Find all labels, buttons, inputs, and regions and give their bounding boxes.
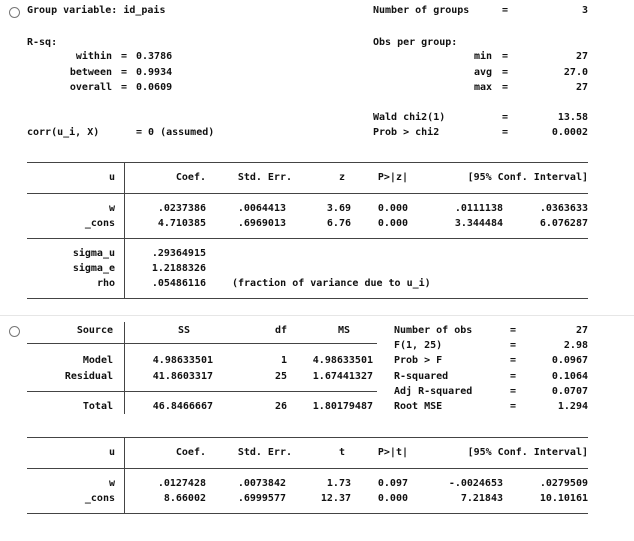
rsq-between-label: between — [69, 67, 112, 78]
obs-per-group-label: Obs per group: — [373, 37, 458, 48]
wald-eq: = — [502, 112, 509, 123]
stat-probf-eq: = — [510, 355, 517, 366]
rho-value: .05486116 — [151, 278, 206, 289]
table1-body-rule — [27, 238, 588, 239]
anova-model-ms: 4.98633501 — [312, 355, 373, 366]
obs-max-label: max — [473, 82, 492, 93]
table1-bottom-rule — [27, 298, 588, 299]
table1-header-coef: Coef. — [175, 172, 206, 183]
table1-header-ci: [95% Conf. Interval] — [467, 172, 588, 183]
rho-label: rho — [96, 278, 115, 289]
wald-value: 13.58 — [557, 112, 588, 123]
anova-total-source: Total — [82, 401, 113, 412]
table2-header-stat: t — [338, 447, 345, 458]
obs-avg-eq: = — [502, 67, 509, 78]
table2-row-cons-p: 0.000 — [377, 493, 408, 504]
rsq-within-label: within — [75, 51, 112, 62]
anova-residual-ss: 41.8603317 — [152, 371, 213, 382]
stat-adjrsq-label: Adj R-squared — [394, 386, 473, 397]
sigma-e-value: 1.2188326 — [151, 263, 206, 274]
sigma-e-label: sigma_e — [72, 263, 115, 274]
stat-adjrsq-value: 0.0707 — [551, 386, 588, 397]
anova-residual-ms: 1.67441327 — [312, 371, 373, 382]
table1-header-var: u — [108, 172, 115, 183]
stat-probf-label: Prob > F — [394, 355, 443, 366]
anova-residual-df: 25 — [274, 371, 287, 382]
anova-residual-source: Residual — [64, 371, 113, 382]
table1-row-w-lo: .0111138 — [454, 203, 503, 214]
anova-total-ms: 1.80179487 — [312, 401, 373, 412]
table1-row-w-coef: .0237386 — [157, 203, 206, 214]
stat-rmse-label: Root MSE — [394, 401, 443, 412]
ngroups-value: 3 — [581, 5, 588, 16]
corr-value: = 0 (assumed) — [136, 127, 215, 138]
table1-row-w-se: .0064413 — [237, 203, 286, 214]
table1-top-rule — [27, 162, 588, 163]
rsq-overall-label: overall — [69, 82, 112, 93]
table1-header-se: Std. Err. — [237, 172, 292, 183]
table1-row-cons-var: _cons — [84, 218, 115, 229]
anova-total-rule — [27, 391, 377, 392]
table1-header-rule — [27, 193, 588, 194]
table2-row-w-hi: .0279509 — [539, 478, 588, 489]
anova-model-ss: 4.98633501 — [152, 355, 213, 366]
anova-header-ss: SS — [177, 325, 190, 336]
stat-rsq-label: R-squared — [394, 371, 449, 382]
table2-top-rule — [27, 437, 588, 438]
rsq-between-eq: = — [121, 67, 128, 78]
table1-row-w-p: 0.000 — [377, 203, 408, 214]
output1-radio[interactable] — [9, 7, 20, 18]
rsq-overall-value: 0.0609 — [136, 82, 173, 93]
table2-row-cons-hi: 10.10161 — [539, 493, 588, 504]
anova-header-rule — [27, 343, 377, 344]
stat-rsq-eq: = — [510, 371, 517, 382]
rsq-within-eq: = — [121, 51, 128, 62]
table1-header-stat: z — [338, 172, 345, 183]
stat-rmse-eq: = — [510, 401, 517, 412]
anova-header-ms: MS — [337, 325, 350, 336]
table2-row-w-var: w — [108, 478, 115, 489]
sigma-u-label: sigma_u — [72, 248, 115, 259]
stat-adjrsq-eq: = — [510, 386, 517, 397]
output-separator — [0, 315, 634, 316]
table2-row-w-stat: 1.73 — [326, 478, 351, 489]
prob-chi2-eq: = — [502, 127, 509, 138]
table2-row-cons-var: _cons — [84, 493, 115, 504]
table1-row-w-var: w — [108, 203, 115, 214]
sigma-u-value: .29364915 — [151, 248, 206, 259]
table2-header-ci: [95% Conf. Interval] — [467, 447, 588, 458]
rsq-within-value: 0.3786 — [136, 51, 173, 62]
ngroups-eq: = — [502, 5, 509, 16]
table1-row-cons-coef: 4.710385 — [157, 218, 206, 229]
anova-total-df: 26 — [274, 401, 287, 412]
table2-row-w-se: .0073842 — [237, 478, 286, 489]
table1-row-w-stat: 3.69 — [326, 203, 351, 214]
ngroups-label: Number of groups — [373, 5, 470, 16]
table1-row-w-hi: .0363633 — [539, 203, 588, 214]
obs-avg-value: 27.0 — [563, 67, 588, 78]
table1-row-cons-lo: 3.344484 — [454, 218, 503, 229]
stat-nobs-eq: = — [510, 325, 517, 336]
output2-radio[interactable] — [9, 326, 20, 337]
obs-min-eq: = — [502, 51, 509, 62]
stat-rsq-value: 0.1064 — [551, 371, 588, 382]
obs-max-eq: = — [502, 82, 509, 93]
table2-divider — [124, 437, 125, 513]
table1-divider — [124, 162, 125, 298]
group-variable-label: Group variable: id_pais — [27, 5, 166, 16]
table2-header-coef: Coef. — [175, 447, 206, 458]
table2-row-cons-stat: 12.37 — [320, 493, 351, 504]
anova-model-df: 1 — [280, 355, 287, 366]
table1-row-cons-hi: 6.076287 — [539, 218, 588, 229]
prob-chi2-value: 0.0002 — [551, 127, 588, 138]
table2-row-cons-se: .6999577 — [237, 493, 286, 504]
prob-chi2-label: Prob > chi2 — [373, 127, 440, 138]
obs-min-label: min — [473, 51, 492, 62]
table2-header-se: Std. Err. — [237, 447, 292, 458]
rho-note: (fraction of variance due to u_i) — [232, 278, 431, 289]
obs-avg-label: avg — [473, 67, 492, 78]
anova-header-df: df — [274, 325, 287, 336]
stat-nobs-value: 27 — [575, 325, 588, 336]
table2-header-p: P>|t| — [377, 447, 408, 458]
anova-model-source: Model — [82, 355, 113, 366]
anova-divider — [124, 322, 125, 414]
corr-label: corr(u_i, X) — [27, 127, 100, 138]
stat-f-value: 2.98 — [563, 340, 588, 351]
stat-f-label: F(1, 25) — [394, 340, 443, 351]
wald-label: Wald chi2(1) — [373, 112, 446, 123]
stat-probf-value: 0.0967 — [551, 355, 588, 366]
stat-nobs-label: Number of obs — [394, 325, 473, 336]
rsq-overall-eq: = — [121, 82, 128, 93]
table1-header-p: P>|z| — [377, 172, 408, 183]
rsq-between-value: 0.9934 — [136, 67, 173, 78]
obs-min-value: 27 — [575, 51, 588, 62]
table2-row-w-p: 0.097 — [377, 478, 408, 489]
rsq-label: R-sq: — [27, 37, 58, 48]
anova-total-ss: 46.8466667 — [152, 401, 213, 412]
obs-max-value: 27 — [575, 82, 588, 93]
table1-row-cons-p: 0.000 — [377, 218, 408, 229]
table2-row-w-coef: .0127428 — [157, 478, 206, 489]
table1-row-cons-se: .6969013 — [237, 218, 286, 229]
table2-header-var: u — [108, 447, 115, 458]
table2-row-cons-coef: 8.66002 — [163, 493, 206, 504]
table2-row-cons-lo: 7.21843 — [460, 493, 503, 504]
table2-bottom-rule — [27, 513, 588, 514]
table2-row-w-lo: -.0024653 — [448, 478, 503, 489]
anova-header-source: Source — [76, 325, 113, 336]
stat-rmse-value: 1.294 — [557, 401, 588, 412]
stat-f-eq: = — [510, 340, 517, 351]
table2-header-rule — [27, 468, 588, 469]
table1-row-cons-stat: 6.76 — [326, 218, 351, 229]
